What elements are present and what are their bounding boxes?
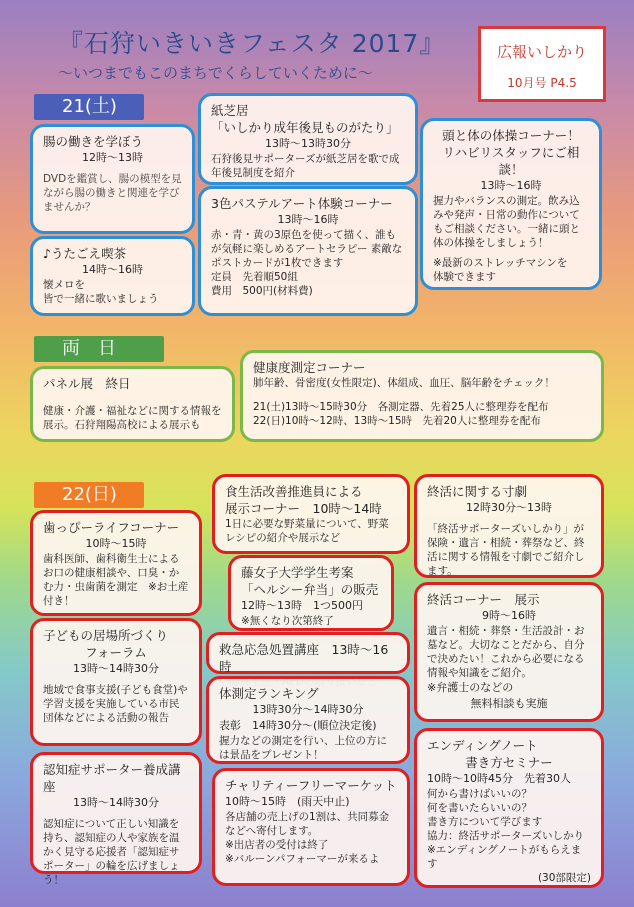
ninchi-time: 13時～14時30分 [73,796,159,809]
day21-tag: 21(土) [34,94,144,120]
ending-limit: (30部限定) [537,872,591,884]
utagoe-desc2: 皆で一緒に歌いましょう [43,293,159,305]
shoku-title1: 食生活改善推進員による [225,484,363,499]
shukatsu-desc: 「終活サポーターズいしかり」が保険・遺言・相続・葬祭など、終活に関する情報を寸劇でご紹介します。 [427,523,585,577]
kodomo-desc: 地域で食事支援(子ども食堂)や学習支援を実施している市民団体などによる活動の報告 [43,684,188,724]
kyukyu-title: 救急応急処置講座 13時～16時 [219,642,389,674]
ending-title2: 書き方セミナー [465,755,553,770]
atama-time: 13時～16時 [480,179,542,192]
kamishibai-subtitle: 「いしかり成年後見ものがたり」 [211,120,399,135]
page-subtitle: ～いつまでもこのまちでくらしていくために～ [58,64,373,82]
ending-coop: 協力：終活サポーターズいしかり [427,830,584,842]
ending-time: 10時～10時45分 先着30人 [427,772,571,785]
kamishibai-time: 13時～13時30分 [265,137,351,150]
pastel-box [198,186,418,316]
shukatsu2-note1: ※弁護士のなどの [427,681,514,694]
fuji-title2: 「ヘルシー弁当」の販売 [241,582,379,597]
ninchi-box [30,752,202,886]
kodomo-time: 13時～14時30分 [73,662,159,675]
shukatsu-title: 終活に関する寸劇 [427,484,528,499]
kodomo-box [30,618,202,746]
utagoe-desc1: 懐メロを [43,279,85,291]
sokutei-desc: 握力などの測定を行い、上位の方には景品をプレゼント！ [219,735,387,761]
chou-title: 腸の働きを学ぼう [43,134,144,149]
chou-desc: DVDを鑑賞し、腸の模型を見ながら腸の働きと関連を学びませんか？ [43,173,182,213]
kenko-line2: 22(日)10時～12時、13時～15時 先着20人に整理券を配布 [253,415,541,427]
both-tag: 両 日 [34,336,164,362]
fuji-title1: 藤女子大学学生考案 [241,565,354,580]
kenko-box [240,350,604,442]
ending-q1: 何から書けばいいの？ [427,788,532,800]
fuji-time: 12時～13時 1つ500円 [241,599,363,612]
pastel-desc: 赤・青・黄の3原色を使って描く、誰もが気軽に楽しめるアートセラピー 素敵なポストカードが1枚できます [211,229,403,269]
charity-note1: ※出店者の受付は終了 [225,839,329,851]
panel-box [30,366,235,442]
ending-q2: 何を書いたらいいの？ [427,802,532,814]
ending-box [414,728,604,888]
kodomo-title1: 子どもの居場所づくり [43,628,169,643]
atama-title2: リハビリスタッフにご相談！ [442,145,580,177]
kamishibai-desc: 石狩後見サポーターズが紙芝居を歌で成年後見制度を紹介 [211,153,400,179]
shukatsu2-title: 終活コーナー 展示 [427,592,540,607]
kamishibai-title: 紙芝居 [211,103,249,118]
ending-q3: 書き方について学びます [427,816,543,828]
atama-title1: 頭と体の体操コーナー！ [442,128,580,143]
charity-time: 10時～15時 (雨天中止) [225,795,350,808]
atama-desc: 握力やバランスの測定。飲み込みや発声・日常の動作についてもご相談ください。一緒に頭と体の体操をしましょう！ [433,195,580,249]
sokutei-award: 表彰 14時30分～(順位決定後) [219,719,377,732]
ending-title1: エンディングノート [427,738,538,753]
shoku-desc: 1日に必要な野菜量について、野菜レシピの紹介や展示など [225,518,389,544]
charity-title: チャリティーフリーマーケット [225,778,397,793]
haa-time: 10時～15時 [85,537,147,550]
atama-note2: 体験できます [433,271,496,283]
ninchi-desc: 認知症について正しい知識を持ち、認知症の人や家族を温かく見守る応援者「認知症サポーター」の輪を広げましょう！ [43,818,180,886]
panel-title: パネル展 終日 [43,376,131,391]
kenko-line1: 21(土)13時～15時30分 各測定器、先着25人に整理券を配布 [253,401,549,413]
shukatsu-box [414,474,604,578]
charity-desc: 各店舗の売上げの1割は、共同募金などへ寄付します。 [225,811,390,837]
sokutei-box [206,676,410,764]
page-title: 『石狩いきいきフェスタ 2017』 [58,29,446,58]
haa-title: 歯っぴーライフコーナー [43,520,180,535]
haa-box [30,510,202,616]
fuji-box [228,555,394,631]
chou-box [30,124,195,234]
utagoe-title: ♪うたごえ喫茶 [43,246,126,261]
kenko-title: 健康度測定コーナー [253,360,366,375]
fuji-note: ※無くなり次第終了 [241,615,334,627]
ninchi-title: 認知症サポーター養成講座 [43,762,181,794]
atama-note1: ※最新のストレッチマシンを [433,257,568,269]
shoku-box [212,474,410,554]
pastel-capacity: 定員 先着順50組 [211,271,298,283]
shukatsu2-box [414,582,604,722]
shukatsu-time: 12時30分～13時 [466,501,552,514]
kamishibai-box [198,93,418,185]
atama-box [420,118,602,290]
panel-desc: 健康・介護・福祉などに関する情報を展示。石狩翔陽高校による展示も [43,405,222,431]
utagoe-time: 14時～16時 [82,263,143,276]
shukatsu2-desc: 遺言・相続・葬祭・生活設計・お墓など。大切なことだから、自分で決めたい！これから必要になる情報や知識をご紹介。 [427,625,585,679]
koho-name: 広報いしかり [496,43,587,61]
shoku-title2: 展示コーナー 10時～14時 [225,501,382,516]
pastel-fee: 費用 500円(材料費) [211,285,313,297]
chou-time: 12時～13時 [82,151,143,164]
charity-note2: ※バルーンパフォーマーが来るよ [225,853,380,865]
charity-box [212,768,410,886]
kyukyu-box [206,632,410,674]
koho-issue: 10月号 P4.5 [507,76,577,90]
sokutei-time: 13時30分～14時30分 [252,703,364,716]
kodomo-title2: フォーラム [85,645,147,660]
pastel-title: 3色パステルアート体験コーナー [211,196,393,211]
sokutei-title: 体測定ランキング [219,686,319,701]
pastel-time: 13時～16時 [277,213,339,226]
ending-note: ※エンディングノートがもらえます [427,844,582,870]
day22-tag: 22(日) [34,482,144,508]
shukatsu2-time: 9時～16時 [482,609,536,622]
utagoe-box [30,236,195,316]
shukatsu2-note2: 無料相談も実施 [470,697,548,710]
haa-desc: 歯科医師、歯科衛生士によるお口の健康相談や、口臭・かむ力・虫歯菌を測定 ※お土産付き！ [43,553,189,607]
kenko-desc: 肺年齢、骨密度(女性限定)、体組成、血圧、脳年齢をチェック！ [253,377,555,389]
koho-badge [478,26,606,102]
